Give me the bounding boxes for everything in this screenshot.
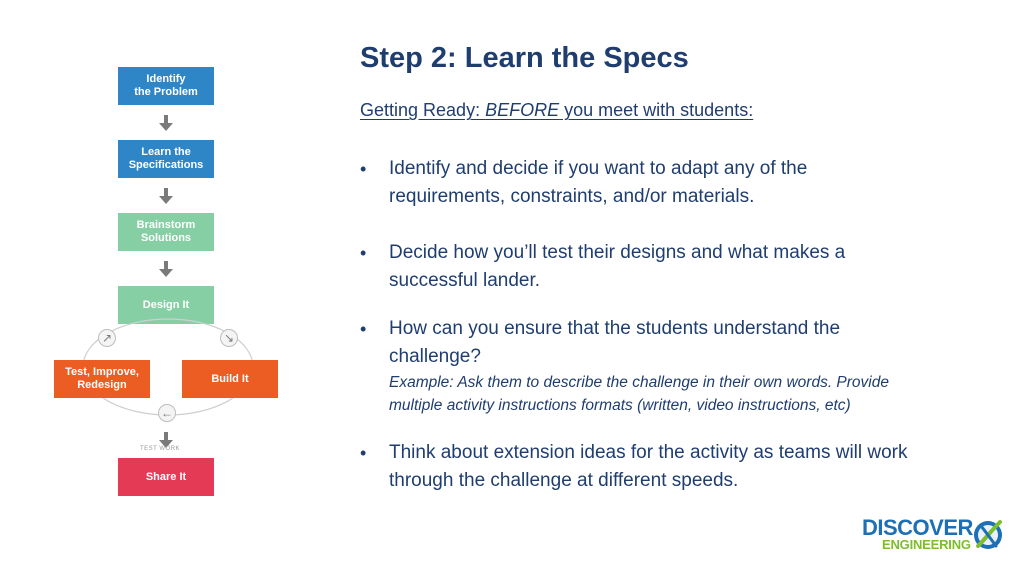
bullet-text: Decide how you’ll test their designs and what makes a successful lander. xyxy=(389,242,846,291)
slide-subtitle xyxy=(360,100,753,121)
bullet-item xyxy=(360,239,920,295)
bullet-item xyxy=(360,315,920,417)
step-brainstorm-solutions: Brainstorm Solutions xyxy=(118,213,214,251)
arrow-up-right-icon: ↗ xyxy=(98,329,116,347)
arrow-left-icon: ← xyxy=(158,404,176,422)
engineering-design-process-flowchart xyxy=(40,50,300,520)
step-test-improve-redesign: Test, Improve, Redesign xyxy=(54,360,150,398)
bullet-text: How can you ensure that the students understand the challenge? xyxy=(389,318,841,367)
bullet-item xyxy=(360,155,920,211)
subtitle-emphasis: BEFORE xyxy=(485,100,560,120)
step-identify-the-problem: Identify the Problem xyxy=(118,67,214,105)
step-learn-the-specifications: Learn the Specifications xyxy=(118,140,214,178)
bullet-item xyxy=(360,439,920,495)
slide-title: Step 2: Learn the Specs xyxy=(360,42,689,74)
bullet-list xyxy=(360,155,920,495)
arrow-down-right-icon: ↘ xyxy=(220,329,238,347)
step-build-it: Build It xyxy=(182,360,278,398)
logo-line1: DISCOVER xyxy=(862,515,973,540)
logo-line2: ENGINEERING xyxy=(882,537,971,552)
subtitle-prefix: Getting Ready: xyxy=(360,100,486,120)
step-design-it: Design It xyxy=(118,286,214,324)
step-share-it: Share It xyxy=(118,458,214,496)
subtitle-suffix: you meet with students: xyxy=(559,100,754,120)
bullet-text: Identify and decide if you want to adapt any of the requirements, constraints, and/or materials. xyxy=(389,158,808,207)
faint-label: TEST WORK xyxy=(140,446,181,452)
globe-swoosh-icon xyxy=(972,518,1004,552)
bullet-text: Think about extension ideas for the activity as teams will work through the challenge at different speeds. xyxy=(389,442,908,491)
discover-engineering-logo xyxy=(862,516,1004,556)
bullet-example: Example: Ask them to describe the challenge in their own words. Provide multiple activity instructions formats (written, video instructions, etc) xyxy=(389,374,889,414)
